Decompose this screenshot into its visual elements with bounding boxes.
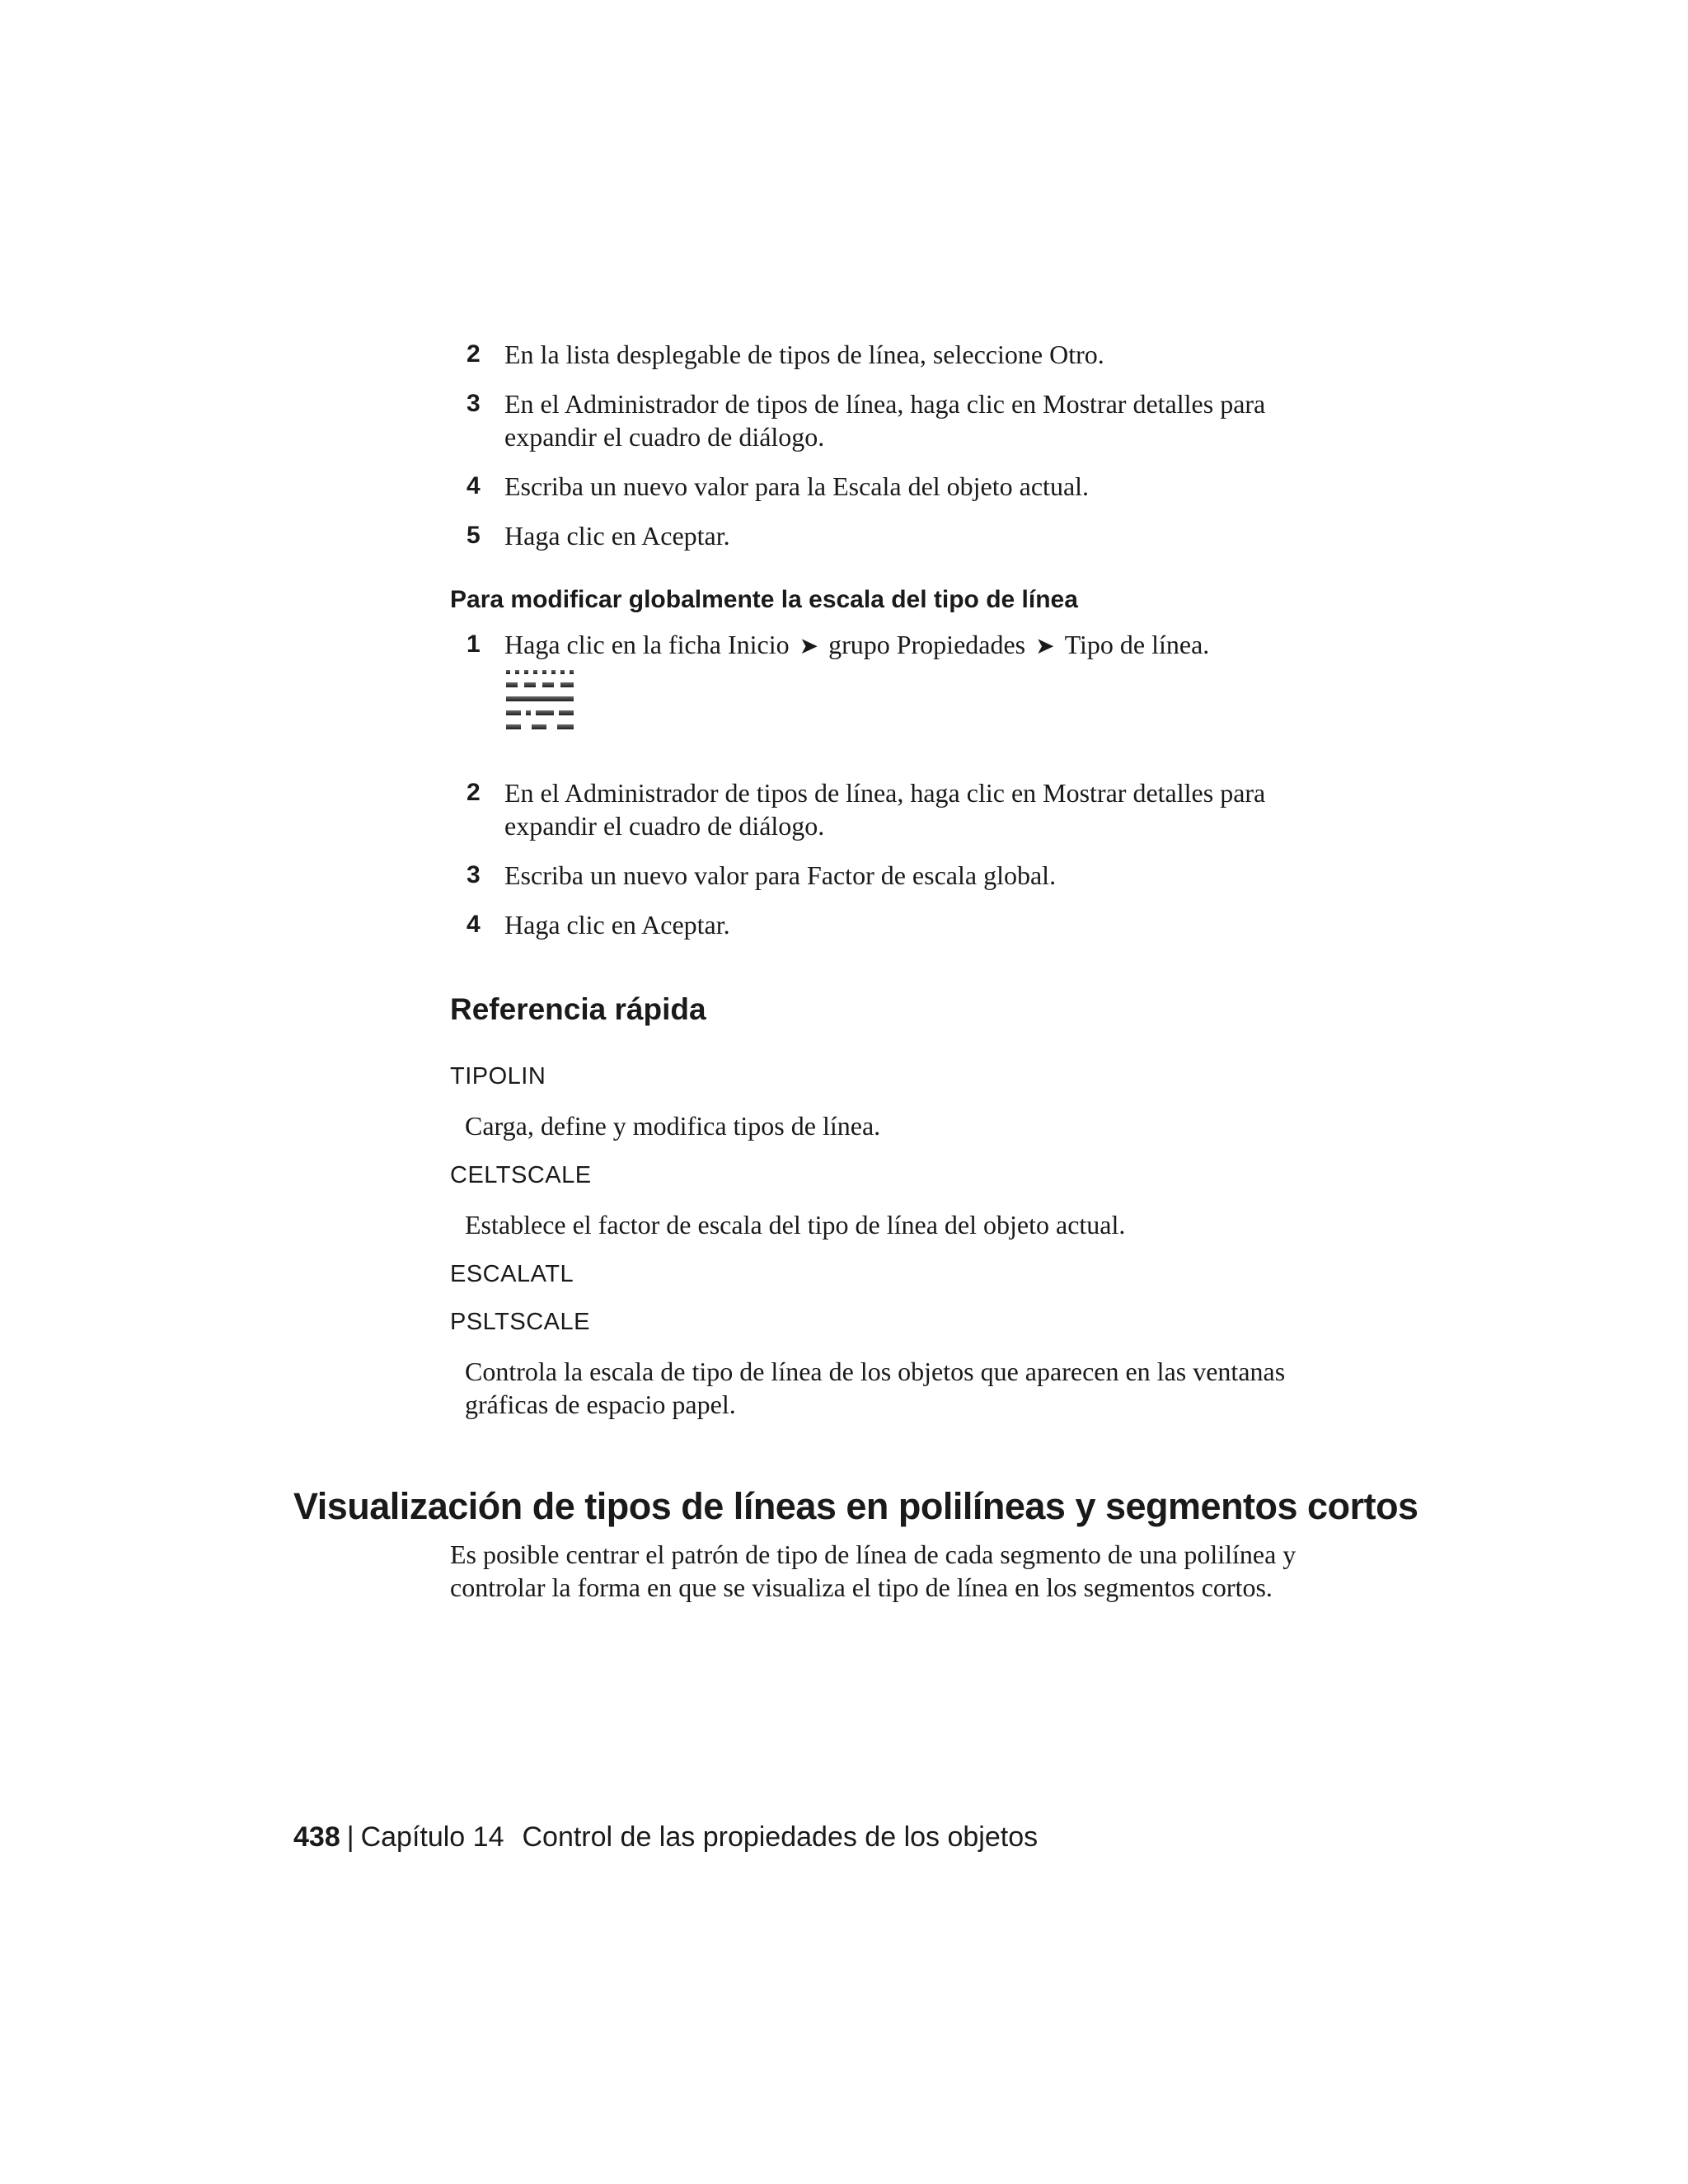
- command-term: TIPOLIN: [450, 1063, 546, 1090]
- footer-separator: |: [346, 1821, 354, 1853]
- quick-reference-heading: Referencia rápida: [450, 992, 706, 1026]
- command-description: Carga, define y modifica tipos de línea.: [465, 1111, 881, 1141]
- step-number: 3: [467, 861, 481, 888]
- page-footer: [293, 1820, 1038, 1854]
- list-item: [450, 387, 1324, 453]
- command-term: PSLTSCALE: [450, 1309, 590, 1335]
- step-number: 5: [467, 522, 481, 549]
- list-item: [450, 776, 1324, 842]
- step-number: 4: [467, 911, 481, 938]
- list-item: [450, 519, 1324, 552]
- step-number: 1: [467, 630, 481, 658]
- step-text: En el Administrador de tipos de línea, haga clic en Mostrar detalles para expandir el cuadro de diálogo.: [504, 778, 1266, 841]
- list-item: [450, 908, 1324, 941]
- step-text: Escriba un nuevo valor para la Escala del objeto actual.: [504, 471, 1090, 501]
- page-content: [450, 338, 1324, 1439]
- chapter-title: Control de las propiedades de los objetos: [522, 1821, 1039, 1853]
- list-item: [450, 859, 1324, 892]
- steps-list-b: [450, 776, 1324, 941]
- step-number: 2: [467, 340, 481, 368]
- step-text: En el Administrador de tipos de línea, haga clic en Mostrar detalles para expandir el cuadro de diálogo.: [504, 389, 1266, 452]
- ribbon-path-group: grupo Propiedades: [828, 630, 1026, 659]
- arrow-right-icon: ➤: [1035, 634, 1055, 659]
- ribbon-path-tab: Haga clic en la ficha Inicio: [504, 630, 790, 659]
- step-number: 3: [467, 390, 481, 417]
- command-description: Establece el factor de escala del tipo de línea del objeto actual.: [465, 1210, 1126, 1240]
- step-text: En la lista desplegable de tipos de línea, seleccione Otro.: [504, 340, 1104, 369]
- chapter-label: Capítulo 14: [360, 1821, 504, 1853]
- linetype-icon: [504, 668, 579, 736]
- step-text: [504, 628, 1324, 663]
- step-number: 4: [467, 472, 481, 499]
- ribbon-path-command: Tipo de línea.: [1064, 630, 1210, 659]
- list-item: [450, 628, 1324, 663]
- step-text: Escriba un nuevo valor para Factor de escala global.: [504, 860, 1057, 890]
- command-term: ESCALATL: [450, 1261, 574, 1287]
- arrow-right-icon: ➤: [799, 634, 819, 659]
- steps-list-a: [450, 338, 1324, 552]
- list-item: [450, 338, 1324, 371]
- step-text: Haga clic en Aceptar.: [504, 521, 730, 551]
- list-item: [450, 470, 1324, 503]
- procedure-heading: Para modificar globalmente la escala del tipo de línea: [450, 586, 1078, 613]
- command-term: CELTSCALE: [450, 1162, 592, 1188]
- step-number: 2: [467, 779, 481, 806]
- command-description: Controla la escala de tipo de línea de los objetos que aparecen en las ventanas gráficas de espacio papel.: [465, 1357, 1286, 1419]
- page-number: 438: [293, 1821, 340, 1853]
- section-heading: Visualización de tipos de líneas en polilíneas y segmentos cortos: [293, 1485, 1418, 1527]
- quick-reference-list: [450, 1062, 1324, 1421]
- section-paragraph: Es posible centrar el patrón de tipo de línea de cada segmento de una polilínea y controlar la forma en que se visualiza el tipo de línea en los segmentos cortos.: [450, 1540, 1296, 1602]
- step-text: Haga clic en Aceptar.: [504, 910, 730, 940]
